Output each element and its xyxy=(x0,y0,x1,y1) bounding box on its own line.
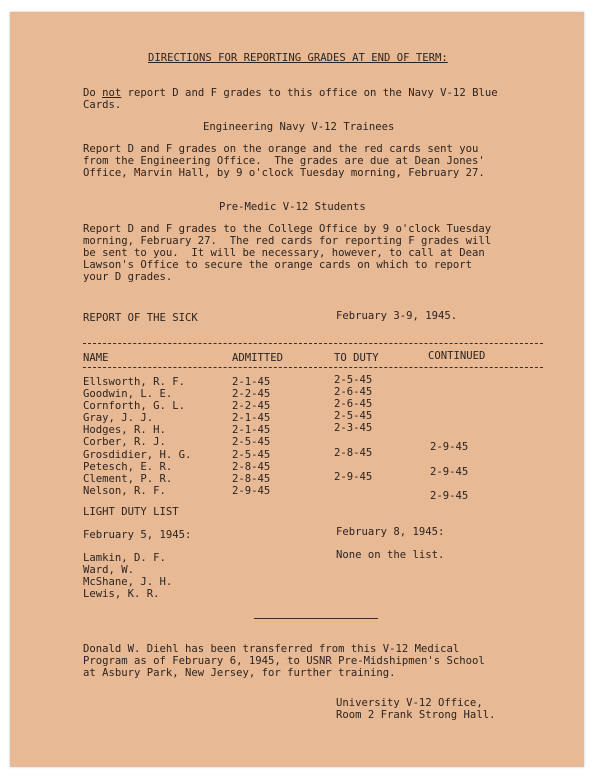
light-duty-name: Lamkin, D. F. xyxy=(83,552,166,564)
table-cell-to-duty xyxy=(334,434,372,446)
transfer-line: Program as of February 6, 1945, to USNR Pre-Midshipmen's School xyxy=(83,655,485,667)
engineering-line: Office, Marvin Hall, by 9 o'clock Tuesday morning, February 27. xyxy=(83,167,485,179)
table-cell-admitted: 2-8-45 xyxy=(232,472,271,485)
table-cell-admitted: 2-5-45 xyxy=(232,448,271,461)
table-rule-top xyxy=(83,343,543,344)
light-duty-name: Ward, W. xyxy=(83,564,135,576)
table-cell-to-duty: 2-8-45 xyxy=(334,446,373,459)
table-cell-to-duty: 2-5-45 xyxy=(334,374,373,386)
light-duty-name: McShane, J. H. xyxy=(83,576,173,588)
table-cell-continued: 2-9-45 xyxy=(430,441,469,454)
table-cell-continued xyxy=(430,393,468,405)
premedic-line: morning, February 27. The red cards for reporting F grades will xyxy=(83,235,492,247)
table-cell-continued: 2-9-45 xyxy=(430,489,469,502)
table-cell-continued xyxy=(430,381,468,393)
continued-column xyxy=(430,381,468,502)
column-header-admitted: ADMITTED xyxy=(232,352,284,364)
admitted-column xyxy=(232,376,270,497)
column-header-name: NAME xyxy=(83,352,109,364)
column-header-continued: CONTINUED xyxy=(428,350,486,362)
light-duty-title: LIGHT DUTY LIST xyxy=(83,506,179,518)
premedic-heading: Pre-Medic V-12 Students xyxy=(219,201,366,213)
column-header-to-duty: TO DUTY xyxy=(334,352,379,364)
light-duty-right-date: February 8, 1945: xyxy=(336,526,445,538)
table-cell-continued xyxy=(430,454,468,466)
table-cell-admitted: 2-1-45 xyxy=(232,376,271,388)
table-cell-name: Nelson, R. F. xyxy=(83,484,166,497)
table-cell-name: Ellsworth, R. F. xyxy=(83,376,186,388)
table-cell-name: Corber, R. J. xyxy=(83,436,166,449)
table-cell-continued xyxy=(430,417,468,429)
engineering-line: from the Engineering Office. The grades are due at Dean Jones' xyxy=(83,155,485,167)
table-cell-name: Petesch, E. R. xyxy=(83,460,173,473)
table-cell-to-duty: 2-9-45 xyxy=(334,470,373,483)
table-cell-admitted: 2-1-45 xyxy=(232,424,271,437)
to-duty-column xyxy=(334,374,372,495)
table-cell-to-duty: 2-6-45 xyxy=(334,386,373,399)
table-cell-to-duty: 2-3-45 xyxy=(334,422,373,435)
table-cell-to-duty: 2-5-45 xyxy=(334,410,373,423)
table-cell-to-duty xyxy=(334,483,372,495)
table-cell-name: Cornforth, G. L. xyxy=(83,400,186,413)
memo-sheet xyxy=(10,12,584,767)
sick-report-title: REPORT OF THE SICK xyxy=(83,312,198,324)
transfer-line: Donald W. Diehl has been transferred from this V-12 Medical xyxy=(83,643,460,655)
light-duty-left-date: February 5, 1945: xyxy=(83,529,192,541)
table-cell-admitted: 2-1-45 xyxy=(232,412,271,425)
table-cell-continued xyxy=(430,429,468,441)
intro-line-1 xyxy=(83,87,498,99)
premedic-line: your D grades. xyxy=(83,271,173,283)
table-cell-admitted: 2-2-45 xyxy=(232,388,271,401)
name-column xyxy=(83,376,191,497)
table-cell-name: Gray, J. J. xyxy=(83,412,154,425)
page-title: DIRECTIONS FOR REPORTING GRADES AT END OF TERM: xyxy=(148,52,448,64)
table-cell-to-duty xyxy=(334,459,372,471)
table-rule-header xyxy=(83,367,543,368)
intro-emphasis: not xyxy=(102,87,122,99)
table-cell-to-duty: 2-6-45 xyxy=(334,398,373,411)
premedic-line: Report D and F grades to the College Office by 9 o'clock Tuesday xyxy=(83,223,492,235)
table-cell-name: Goodwin, L. E. xyxy=(83,388,173,401)
table-cell-continued: 2-9-45 xyxy=(430,465,469,478)
table-cell-admitted: 2-2-45 xyxy=(232,400,271,413)
light-duty-right-note: None on the list. xyxy=(336,549,445,561)
table-cell-admitted: 2-5-45 xyxy=(232,436,271,449)
table-cell-name: Clement, P. R. xyxy=(83,472,173,485)
section-divider xyxy=(254,618,378,619)
signature-line-2: Room 2 Frank Strong Hall. xyxy=(336,709,496,721)
premedic-line: Lawson's Office to secure the orange cards on which to report xyxy=(83,259,473,271)
transfer-line: at Asbury Park, New Jersey, for further training. xyxy=(83,667,396,679)
table-cell-admitted: 2-9-45 xyxy=(232,484,271,497)
table-cell-continued xyxy=(430,405,468,417)
table-cell-continued xyxy=(430,478,468,490)
engineering-heading: Engineering Navy V-12 Trainees xyxy=(203,121,395,133)
intro-pre: Do xyxy=(83,87,103,99)
intro-line-2: Cards. xyxy=(83,99,122,111)
table-cell-name: Hodges, R. H. xyxy=(83,424,166,437)
engineering-line: Report D and F grades on the orange and the red cards sent you xyxy=(83,143,479,155)
signature-line-1: University V-12 Office, xyxy=(336,697,483,709)
sick-report-dates: February 3-9, 1945. xyxy=(336,310,458,322)
light-duty-name: Lewis, K. R. xyxy=(83,588,160,600)
table-cell-admitted: 2-8-45 xyxy=(232,460,271,473)
table-cell-name: Grosdidier, H. G. xyxy=(83,448,192,461)
intro-post: report D and F grades to this office on the Navy V-12 Blue xyxy=(121,87,498,99)
premedic-line: be sent to you. It will be necessary, however, to call at Dean xyxy=(83,247,485,259)
